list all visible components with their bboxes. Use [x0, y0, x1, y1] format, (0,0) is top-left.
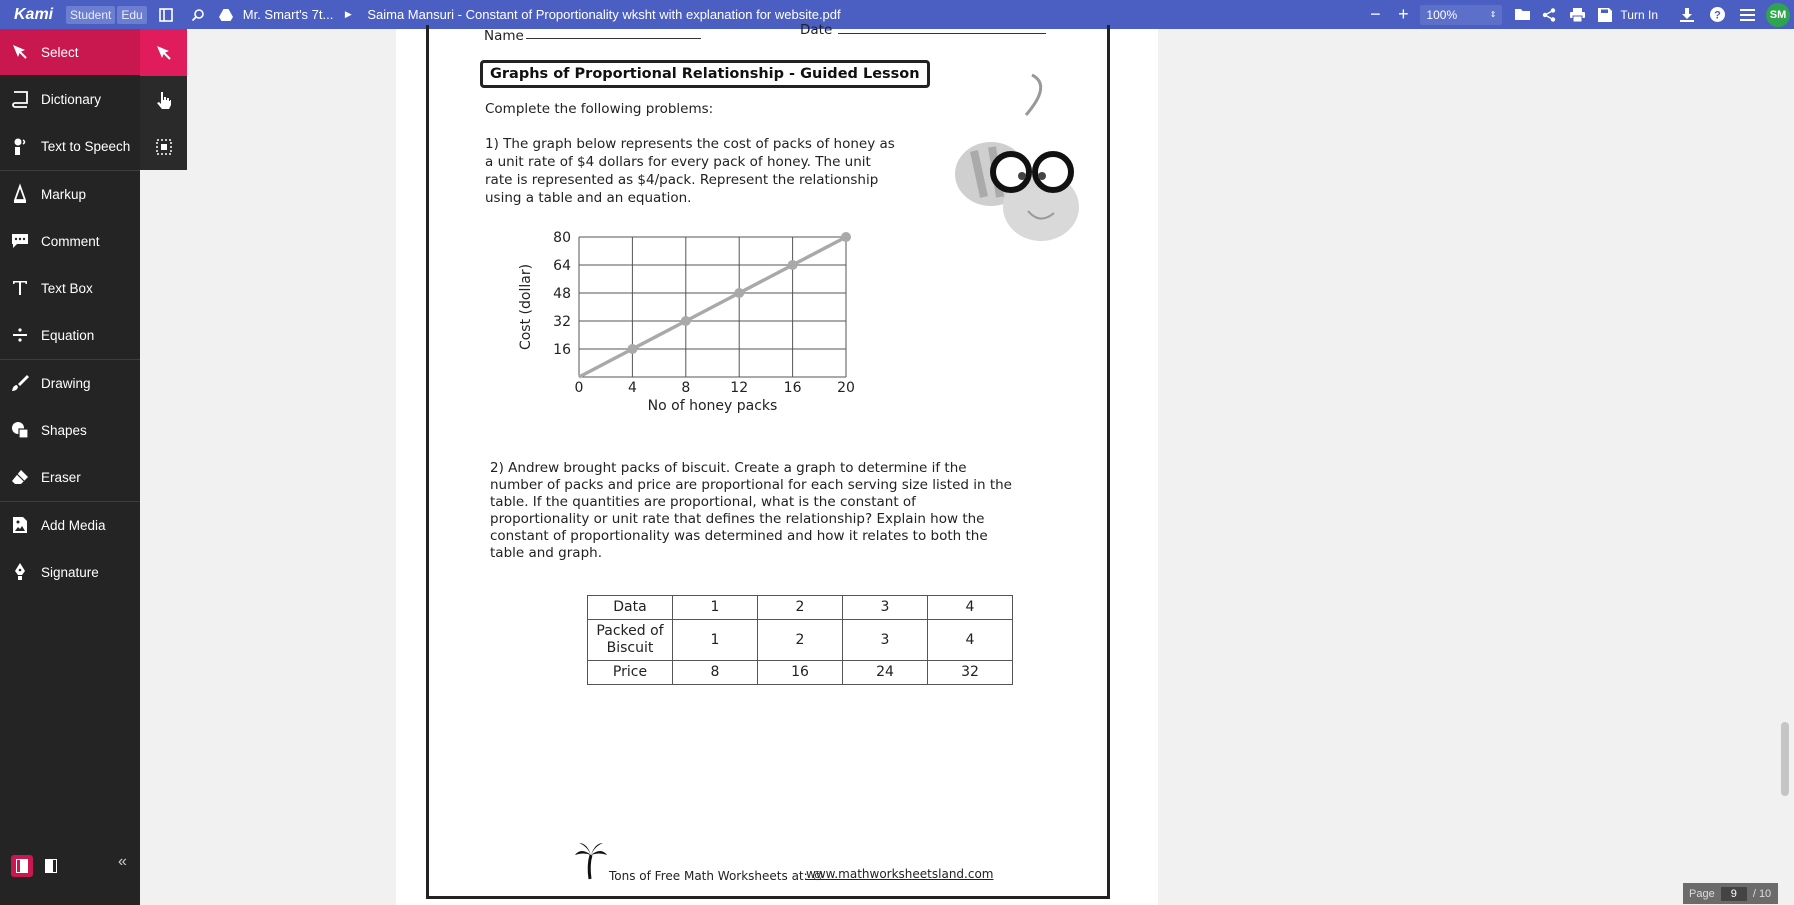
y-tick-label: 16 — [553, 342, 571, 358]
problem2-line: 2) Andrew brought packs of biscuit. Create a graph to determine if the — [490, 460, 967, 476]
palm-tree-icon — [573, 841, 607, 881]
user-avatar[interactable]: SM — [1766, 3, 1790, 27]
share-icon[interactable] — [1540, 6, 1558, 24]
table-cell: 4 — [928, 620, 1013, 661]
tool-add-media[interactable] — [0, 502, 140, 548]
problem2-line: number of packs and price are proportional for each serving size listed in the — [490, 477, 1012, 493]
tool-markup[interactable] — [0, 171, 140, 217]
x-tick-label: 12 — [730, 380, 749, 396]
edu-badge: Edu — [117, 6, 146, 24]
menu-icon[interactable] — [1738, 6, 1756, 24]
select-arrow-button[interactable] — [140, 29, 187, 76]
zoom-in-icon[interactable]: + — [1398, 4, 1409, 24]
tool-equation[interactable] — [0, 312, 140, 358]
data-point — [627, 344, 637, 354]
text-t-icon — [9, 277, 31, 299]
problem1-line: using a table and an equation. — [485, 190, 692, 206]
tool-label: Dictionary — [41, 91, 102, 107]
table-cell: Packed of Biscuit — [588, 620, 673, 661]
data-point — [734, 288, 744, 298]
collapse-sidebar-icon[interactable]: « — [118, 853, 127, 870]
document-title: Saima Mansuri - Constant of Proportionality wksht with explanation for website.pdf — [367, 7, 841, 22]
table-cell: 3 — [843, 620, 928, 661]
page-label: Page — [1689, 887, 1715, 900]
table-cell: 16 — [758, 661, 843, 685]
x-tick-label: 20 — [837, 380, 855, 396]
date-line — [838, 33, 1046, 34]
series-line — [579, 237, 846, 377]
drive-icon — [217, 6, 235, 24]
pdf-page — [396, 22, 1158, 905]
tool-drawing[interactable] — [0, 360, 140, 406]
tool-text-to-speech[interactable] — [0, 123, 140, 169]
table-cell: 8 — [673, 661, 758, 685]
tool-select[interactable] — [0, 29, 140, 75]
single-page-view-button[interactable] — [11, 855, 33, 877]
problem1-line: rate is represented as $4/pack. Represent the relationship — [485, 172, 879, 188]
table-cell: 2 — [758, 596, 843, 620]
table-row — [588, 661, 1013, 685]
save-icon[interactable] — [1596, 6, 1614, 24]
help-icon[interactable] — [1708, 6, 1726, 24]
hand-pointer-button[interactable] — [140, 76, 187, 123]
data-point — [841, 232, 851, 242]
area-select-button[interactable] — [140, 123, 187, 170]
page-number-input[interactable]: 9 — [1721, 887, 1747, 901]
table-cell: 24 — [843, 661, 928, 685]
print-icon[interactable] — [1568, 6, 1586, 24]
y-tick-label: 64 — [553, 258, 571, 274]
date-label: Date — [800, 22, 833, 38]
footer-link[interactable]: www.mathworksheetsland.com — [806, 867, 994, 881]
name-label: Name — [484, 28, 524, 44]
data-point — [788, 260, 798, 270]
turn-in-button[interactable]: Turn In — [1620, 7, 1658, 22]
tool-label: Equation — [41, 327, 95, 343]
y-tick-label: 32 — [553, 314, 571, 330]
cursor-arrow-icon — [9, 41, 31, 63]
x-tick-label: 4 — [627, 380, 637, 396]
name-line — [526, 38, 701, 39]
x-tick-label: 16 — [783, 380, 802, 396]
lesson-title: Graphs of Proportional Relationship - Guided Lesson — [480, 60, 930, 88]
tool-label: Markup — [41, 186, 87, 202]
brush-icon — [9, 372, 31, 394]
problem1-line: 1) The graph below represents the cost of packs of honey as — [485, 136, 895, 152]
student-badge: Student — [66, 6, 115, 24]
y-tick-label: 80 — [553, 230, 571, 246]
tool-dictionary[interactable] — [0, 76, 140, 122]
shapes-icon — [9, 419, 31, 441]
page-total: / 10 — [1752, 887, 1772, 900]
zoom-out-icon[interactable]: − — [1370, 4, 1381, 24]
tool-label: Comment — [41, 233, 100, 249]
double-page-view-button[interactable] — [40, 855, 62, 877]
sidebar-panel-icon[interactable] — [157, 6, 175, 24]
folder-open-icon[interactable] — [1514, 6, 1532, 24]
updown-icon: ⇕ — [1489, 10, 1497, 19]
divide-icon — [9, 324, 31, 346]
breadcrumb-folder[interactable]: Mr. Smart's 7t... — [242, 7, 334, 22]
add-image-icon — [9, 514, 31, 536]
tool-eraser[interactable] — [0, 454, 140, 500]
table-cell: 1 — [673, 596, 758, 620]
chevron-right-icon: ▶ — [344, 9, 352, 19]
scrollbar-thumb[interactable] — [1781, 722, 1789, 796]
tool-sidebar — [0, 29, 140, 905]
select-flyout — [140, 29, 187, 170]
table-row — [588, 596, 1013, 620]
problem2-line: table. If the quantities are proportional, what is the constant of — [490, 494, 916, 510]
download-icon[interactable] — [1678, 6, 1696, 24]
x-tick-label: 8 — [681, 380, 691, 396]
table-cell: Price — [588, 661, 673, 685]
search-icon[interactable] — [189, 6, 207, 24]
problem2-line: constant of proportionality was determined and how it relates to both the — [490, 528, 988, 544]
eraser-icon — [9, 466, 31, 488]
page-indicator — [1683, 883, 1778, 904]
tool-signature[interactable] — [0, 549, 140, 595]
y-tick-label: 48 — [553, 286, 571, 302]
bee-clipart — [936, 69, 1086, 244]
problem2-line: table and graph. — [490, 545, 602, 561]
table-cell: 4 — [928, 596, 1013, 620]
table-cell: Data — [588, 596, 673, 620]
tool-comment[interactable] — [0, 218, 140, 264]
tool-label: Select — [41, 44, 79, 60]
tool-label: Shapes — [41, 422, 87, 438]
honey-cost-chart — [516, 219, 855, 449]
table-cell: 1 — [673, 620, 758, 661]
zoom-select[interactable] — [1420, 5, 1502, 25]
tool-label: Signature — [41, 564, 99, 580]
app-logo[interactable]: Kami — [14, 5, 54, 23]
tool-label: Text to Speech — [41, 138, 131, 154]
tool-label: Drawing — [41, 375, 91, 391]
comment-icon — [9, 230, 31, 252]
x-tick-label: 0 — [574, 380, 584, 396]
biscuit-table — [587, 595, 1013, 685]
problem1-line: a unit rate of $4 dollars for every pack of honey. The unit — [485, 154, 871, 170]
data-point — [681, 316, 691, 326]
tool-label: Add Media — [41, 517, 106, 533]
tool-label: Eraser — [41, 469, 81, 485]
table-row — [588, 620, 1013, 661]
zoom-value: 100% — [1426, 7, 1458, 22]
book-icon — [9, 88, 31, 110]
table-cell: 2 — [758, 620, 843, 661]
speaker-person-icon — [9, 135, 31, 157]
table-cell: 32 — [928, 661, 1013, 685]
problem2-line: proportionality or unit rate that defines the relationship? Explain how the — [490, 511, 985, 527]
pen-nib-icon — [9, 561, 31, 583]
highlighter-icon — [9, 183, 31, 205]
footer-text: Tons of Free Math Worksheets at: © — [609, 869, 824, 883]
instructions: Complete the following problems: — [485, 101, 714, 117]
tool-label: Text Box — [41, 280, 93, 296]
svg-text:?: ? — [1713, 9, 1721, 22]
table-cell: 3 — [843, 596, 928, 620]
tool-shapes[interactable] — [0, 407, 140, 453]
y-axis-label: Cost (dollar) — [518, 263, 534, 351]
x-axis-label: No of honey packs — [647, 398, 778, 414]
tool-text-box[interactable] — [0, 265, 140, 311]
